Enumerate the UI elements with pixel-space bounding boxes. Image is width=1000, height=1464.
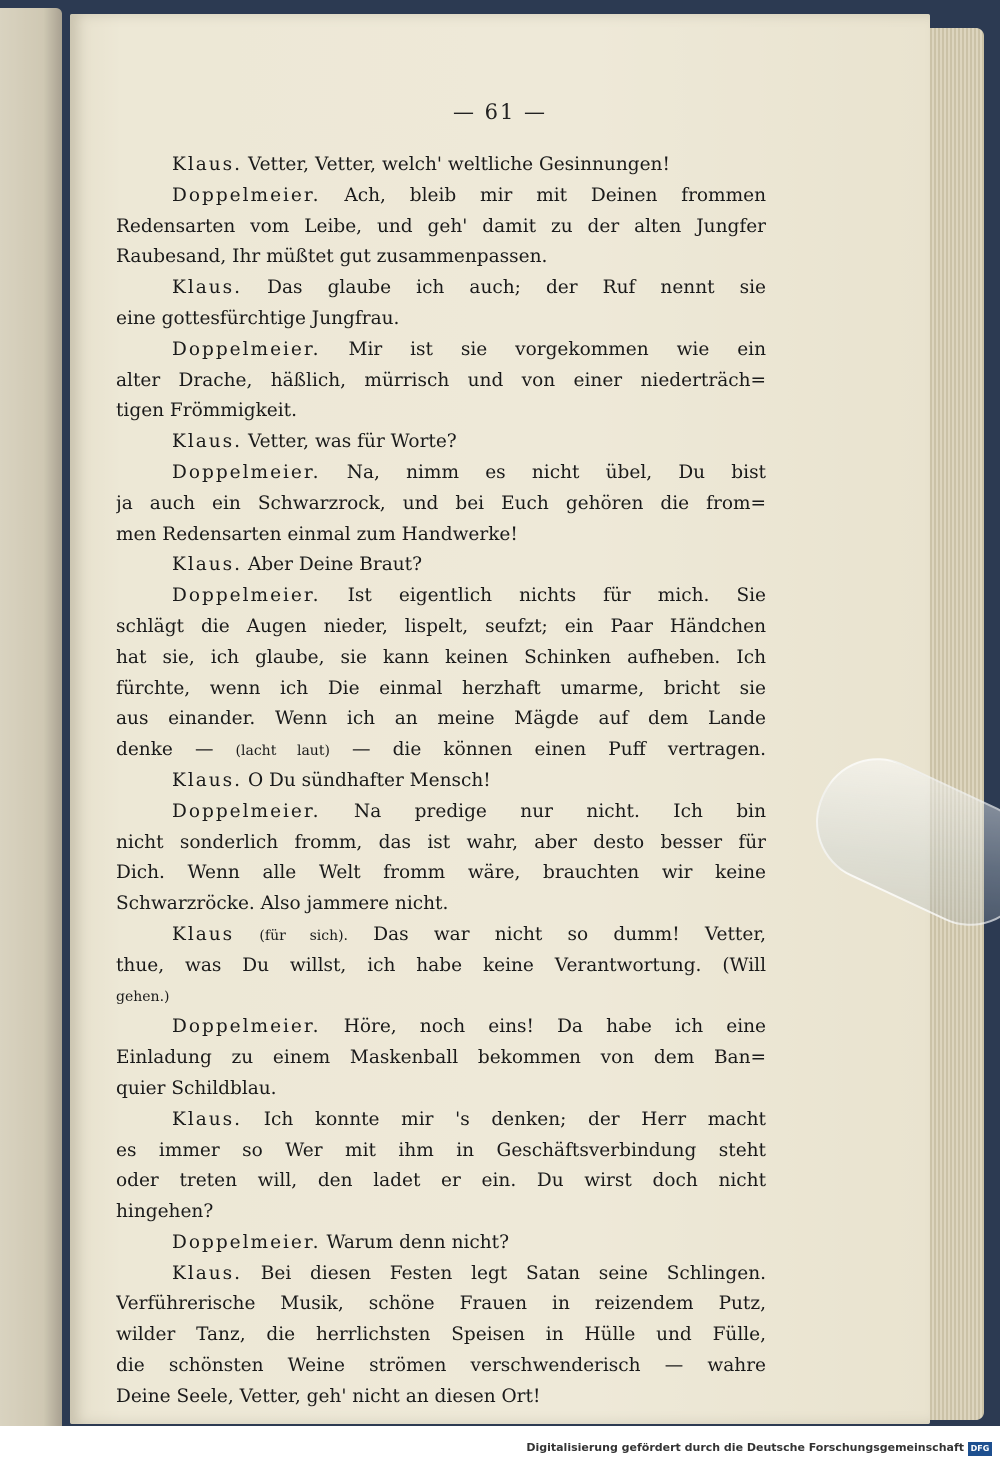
text-line <box>116 1105 766 1136</box>
line-text: — die können einen Puff vertragen. <box>329 739 766 761</box>
text-line <box>116 366 766 397</box>
line-text: Ich konnte mir 's denken; der Herr macht <box>242 1108 766 1130</box>
text-line <box>116 735 766 766</box>
line-text: denke — <box>116 739 236 761</box>
text-line <box>116 889 766 920</box>
text-line <box>116 920 766 951</box>
line-text: ja auch ein Schwarzrock, und bei Euch gehören die from= <box>116 492 766 514</box>
line-text: Einladung zu einem Maskenball bekommen von dem Ban= <box>116 1047 766 1069</box>
speaker-name: Klaus. <box>172 1262 243 1284</box>
footer-credit: Digitalisierung gefördert durch die Deutsche Forschungsgemeinschaft <box>526 1441 964 1454</box>
line-text: Ach, bleib mir mit Deinen frommen <box>320 184 766 206</box>
text-line <box>116 1043 766 1074</box>
line-text: die schönsten Weine strömen verschwenderisch — wahre <box>116 1355 766 1377</box>
text-line <box>116 704 766 735</box>
line-text: hat sie, ich glaube, sie kann keinen Schinken aufheben. Ich <box>116 646 766 668</box>
line-text: quier Schildblau. <box>116 1077 277 1099</box>
line-text: wilder Tanz, die herrlichsten Speisen in Hülle und Fülle, <box>116 1324 766 1346</box>
text-line <box>116 150 766 181</box>
text-line <box>116 674 766 705</box>
line-text: Na, nimm es nicht übel, Du bist <box>320 461 766 483</box>
line-text: Höre, noch eins! Da habe ich eine <box>320 1016 766 1038</box>
line-text: Das war nicht so dumm! Vetter, <box>348 923 766 945</box>
speaker-name: Klaus. <box>172 769 243 791</box>
line-text: Dich. Wenn alle Welt fromm wäre, brauchten wir keine <box>116 862 766 884</box>
left-page-edge <box>0 8 62 1426</box>
text-line <box>116 550 766 581</box>
text-line <box>116 982 766 1013</box>
line-text: aus einander. Wenn ich an meine Mägde auf dem Lande <box>116 708 766 730</box>
line-text: nicht sonderlich fromm, das ist wahr, aber desto besser für <box>116 831 766 853</box>
text-line <box>116 1136 766 1167</box>
text-line <box>116 951 766 982</box>
text-line <box>116 1012 766 1043</box>
speaker-name: Klaus. <box>172 277 243 299</box>
line-text: eine gottesfürchtige Jungfrau. <box>116 307 400 329</box>
text-line <box>116 797 766 828</box>
text-block <box>116 150 766 1413</box>
speaker-name: Doppelmeier. <box>172 184 321 206</box>
text-line <box>116 489 766 520</box>
stage-direction: (lacht laut) <box>235 743 330 760</box>
line-text: Schwarzröcke. Also jammere nicht. <box>116 893 449 915</box>
text-line <box>116 828 766 859</box>
speaker-name: Doppelmeier. <box>172 1231 321 1253</box>
text-line <box>116 335 766 366</box>
text-line <box>116 1351 766 1382</box>
text-line <box>116 304 766 335</box>
page-number: — 61 — <box>452 100 548 124</box>
text-line <box>116 1166 766 1197</box>
line-text: hingehen? <box>116 1201 214 1223</box>
line-text: tigen Frömmigkeit. <box>116 400 297 422</box>
line-text: Aber Deine Braut? <box>242 554 422 576</box>
text-line <box>116 858 766 889</box>
speaker-name: Doppelmeier. <box>172 1016 321 1038</box>
text-line <box>116 1228 766 1259</box>
text-line <box>116 581 766 612</box>
line-text: men Redensarten einmal zum Handwerke! <box>116 523 518 545</box>
speaker-name: Doppelmeier. <box>172 461 321 483</box>
speaker-name: Doppelmeier. <box>172 338 321 360</box>
line-text: Verführerische Musik, schöne Frauen in reizendem Putz, <box>116 1293 766 1315</box>
text-line <box>116 273 766 304</box>
line-text: Na predige nur nicht. Ich bin <box>320 800 766 822</box>
speaker-name: Klaus. <box>172 1108 243 1130</box>
text-line <box>116 766 766 797</box>
text-line <box>116 1259 766 1290</box>
text-line <box>116 612 766 643</box>
line-text: oder treten will, den ladet er ein. Du wirst doch nicht <box>116 1170 766 1192</box>
text-line <box>116 643 766 674</box>
line-text: Ist eigentlich nichts für mich. Sie <box>320 585 766 607</box>
line-text: gehen.) <box>116 988 170 1005</box>
line-text: O Du sündhafter Mensch! <box>242 769 491 791</box>
line-text: Raubesand, Ihr müßtet gut zusammenpassen. <box>116 246 548 268</box>
line-text: Vetter, Vetter, welch' weltliche Gesinnungen! <box>242 154 670 175</box>
speaker-name: Klaus <box>172 923 235 945</box>
dfg-logo: DFG <box>968 1442 992 1456</box>
line-text: thue, was Du willst, ich habe keine Verantwortung. (Will <box>116 954 766 976</box>
speaker-name: Doppelmeier. <box>172 585 321 607</box>
text-line <box>116 1320 766 1351</box>
text-line <box>116 181 766 212</box>
line-text: es immer so Wer mit ihm in Geschäftsverbindung steht <box>116 1139 766 1161</box>
text-line <box>116 1197 766 1228</box>
line-text <box>234 924 259 945</box>
text-line <box>116 1074 766 1105</box>
line-text: fürchte, wenn ich Die einmal herzhaft umarme, bricht sie <box>116 677 766 699</box>
speaker-name: Doppelmeier. <box>172 800 321 822</box>
speaker-name: Klaus. <box>172 154 243 175</box>
line-text: Warum denn nicht? <box>320 1231 510 1253</box>
text-line <box>116 396 766 427</box>
line-text: Bei diesen Festen legt Satan seine Schlingen. <box>242 1262 766 1284</box>
line-text: Das glaube ich auch; der Ruf nennt sie <box>242 277 766 299</box>
text-line <box>116 520 766 551</box>
line-text: Vetter, was für Worte? <box>242 431 457 453</box>
text-line <box>116 458 766 489</box>
line-text: alter Drache, häßlich, mürrisch und von einer niederträch= <box>116 369 766 391</box>
line-text: schlägt die Augen nieder, lispelt, seufzt; ein Paar Händchen <box>116 615 766 637</box>
text-line <box>116 212 766 243</box>
footer-bar <box>0 1426 1000 1464</box>
text-line <box>116 1382 766 1413</box>
line-text: Redensarten vom Leibe, und geh' damit zu der alten Jungfer <box>116 215 766 237</box>
text-line <box>116 242 766 273</box>
line-text: Mir ist sie vorgekommen wie ein <box>320 338 766 360</box>
stage-direction: (für sich). <box>259 927 349 944</box>
text-line <box>116 1289 766 1320</box>
speaker-name: Klaus. <box>172 431 243 453</box>
text-line <box>116 427 766 458</box>
speaker-name: Klaus. <box>172 554 243 576</box>
line-text: Deine Seele, Vetter, geh' nicht an diesen Ort! <box>116 1385 541 1407</box>
